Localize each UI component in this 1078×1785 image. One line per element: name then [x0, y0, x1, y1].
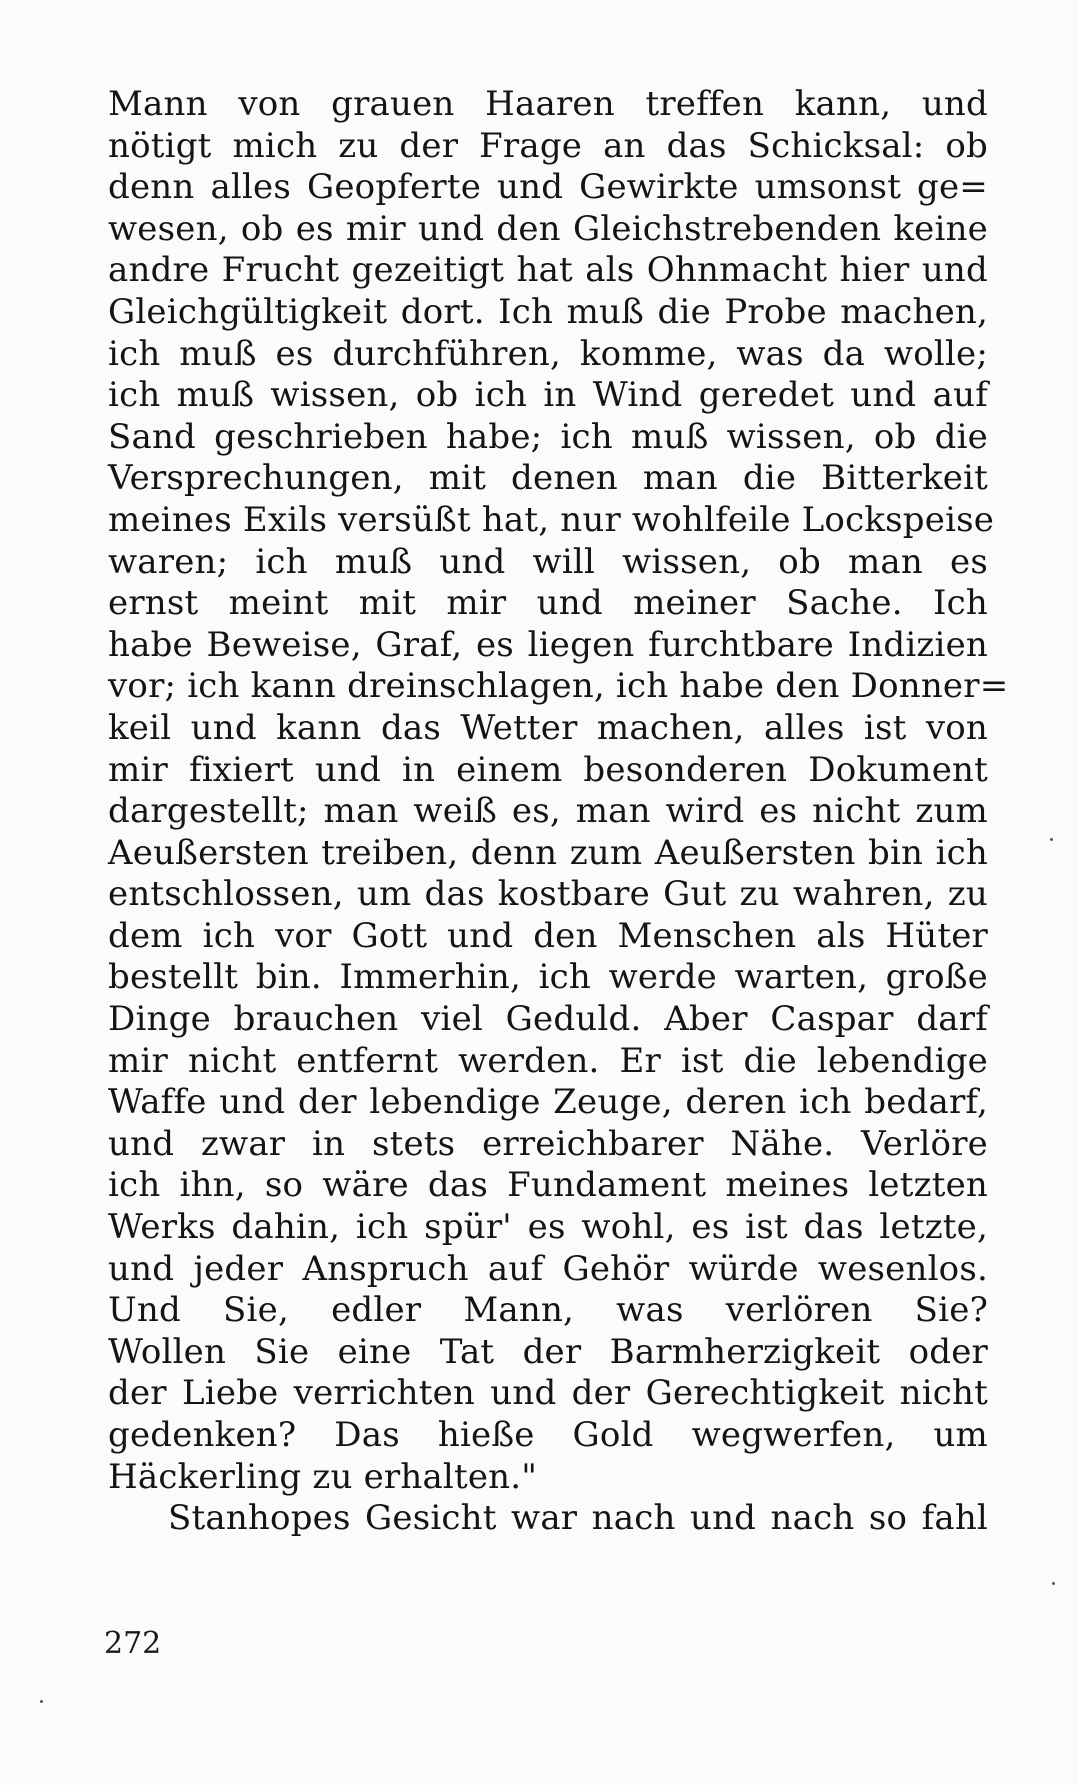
- text-line: mir nicht entfernt werden. Er ist die lebendige: [108, 1040, 988, 1081]
- text-line: waren; ich muß und will wissen, ob man es: [108, 541, 988, 582]
- text-line: ich muß wissen, ob ich in Wind geredet und auf: [108, 375, 988, 416]
- text-line-paragraph-start: Stanhopes Gesicht war nach und nach so fahl: [168, 1498, 988, 1539]
- text-line: ernst meint mit mir und meiner Sache. Ich: [108, 583, 988, 624]
- text-line: mir fixiert und in einem besonderen Dokument: [108, 749, 988, 790]
- text-line: denn alles Geopferte und Gewirkte umsonst ge=: [108, 167, 988, 208]
- text-line: Dinge brauchen viel Geduld. Aber Caspar darf: [108, 999, 988, 1040]
- text-line: Wollen Sie eine Tat der Barmherzigkeit oder: [108, 1331, 988, 1372]
- text-line: habe Beweise, Graf, es liegen furchtbare Indizien: [108, 624, 988, 665]
- text-line: und zwar in stets erreichbarer Nähe. Verlöre: [108, 1123, 988, 1164]
- text-line: Waffe und der lebendige Zeuge, deren ich bedarf,: [108, 1082, 988, 1123]
- text-line: vor; ich kann dreinschlagen, ich habe den Donner=: [108, 666, 1009, 707]
- text-line: keil und kann das Wetter machen, alles ist von: [108, 707, 988, 748]
- text-line: andre Frucht gezeitigt hat als Ohnmacht hier und: [108, 250, 988, 291]
- body-text: [108, 84, 1009, 1540]
- text-line: bestellt bin. Immerhin, ich werde warten, große: [108, 957, 988, 998]
- text-line: wesen, ob es mir und den Gleichstrebenden keine: [108, 208, 988, 249]
- text-line: Werks dahin, ich spür' es wohl, es ist das letzte,: [108, 1207, 988, 1248]
- text-line: Häckerling zu erhalten.": [108, 1456, 538, 1497]
- paper-speck: [1050, 838, 1053, 841]
- paper-speck: [1052, 1582, 1055, 1585]
- text-line: Aeußersten treiben, denn zum Aeußersten bin ich: [108, 832, 988, 873]
- text-line: der Liebe verrichten und der Gerechtigkeit nicht: [108, 1373, 988, 1414]
- text-line: Und Sie, edler Mann, was verlören Sie?: [108, 1290, 988, 1331]
- text-line: Mann von grauen Haaren treffen kann, und: [108, 84, 988, 124]
- text-line: nötigt mich zu der Frage an das Schicksal: ob: [108, 125, 988, 166]
- text-line: und jeder Anspruch auf Gehör würde wesenlos.: [108, 1248, 988, 1289]
- text-line: gedenken? Das hieße Gold wegwerfen, um: [108, 1415, 988, 1455]
- text-line: meines Exils versüßt hat, nur wohlfeile Lockspeise: [108, 499, 995, 540]
- text-line: Sand geschrieben habe; ich muß wissen, ob die: [108, 416, 988, 457]
- text-line: ich muß es durchführen, komme, was da wolle;: [108, 333, 988, 374]
- text-line: entschlossen, um das kostbare Gut zu wahren, zu: [108, 874, 988, 915]
- page-number: 272: [104, 1626, 162, 1661]
- text-line: Versprechungen, mit denen man die Bitterkeit: [108, 458, 988, 499]
- text-line: dem ich vor Gott und den Menschen als Hüter: [108, 915, 988, 956]
- text-line: ich ihn, so wäre das Fundament meines letzten: [108, 1165, 988, 1206]
- text-line: Gleichgültigkeit dort. Ich muß die Probe machen,: [108, 291, 988, 332]
- paper-speck: [40, 1700, 43, 1703]
- text-line: dargestellt; man weiß es, man wird es nicht zum: [108, 791, 988, 832]
